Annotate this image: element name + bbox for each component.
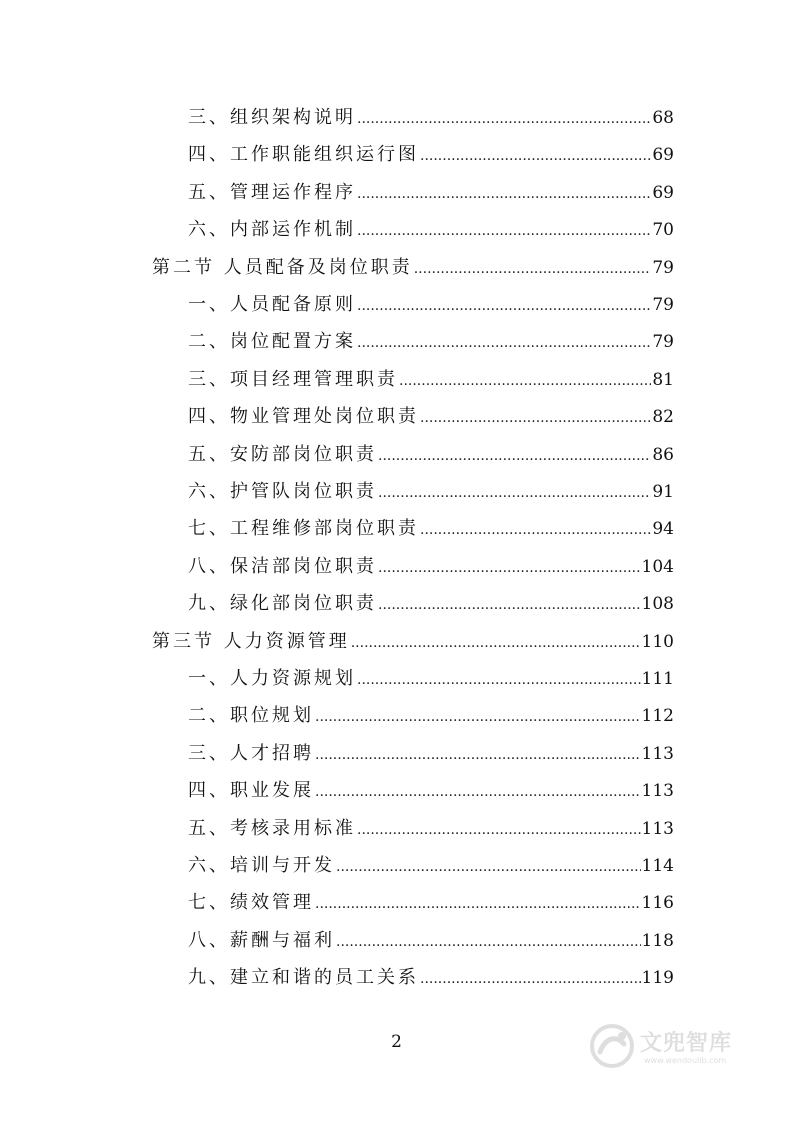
toc-entry-page: 119: [641, 968, 674, 989]
toc-dot-leader: [420, 512, 651, 547]
toc-dot-leader: [315, 774, 641, 809]
toc-entry[interactable]: [188, 363, 674, 397]
toc-dot-leader: [357, 288, 651, 323]
toc-section-entry[interactable]: [152, 625, 674, 659]
toc-entry[interactable]: [188, 325, 674, 359]
page-number: 2: [391, 1032, 402, 1052]
toc-dot-leader: [336, 924, 641, 959]
toc-entry[interactable]: [188, 886, 674, 920]
toc-entry-title: 七、工程维修部岗位职责: [188, 518, 419, 540]
toc-entry-page: 94: [652, 519, 674, 540]
toc-entry-title: 五、安防部岗位职责: [188, 443, 377, 465]
toc-dot-leader: [357, 662, 641, 697]
toc-entry-page: 69: [652, 182, 674, 203]
toc-entry-title: 二、职位规划: [188, 705, 314, 727]
toc-dot-leader: [420, 961, 641, 996]
toc-entry-page: 70: [652, 220, 674, 241]
toc-entry[interactable]: [188, 512, 674, 546]
toc-entry[interactable]: [188, 176, 674, 210]
toc-entry[interactable]: [188, 849, 674, 883]
toc-entry-page: 91: [652, 482, 674, 502]
toc-dot-leader: [420, 138, 651, 173]
watermark: [588, 1018, 758, 1074]
toc-dot-leader: [315, 886, 641, 921]
toc-entry-page: 79: [652, 257, 674, 278]
toc-entry-title: 第二节 人员配备及岗位职责: [152, 256, 413, 278]
toc-dot-leader: [378, 475, 651, 510]
toc-entry-page: 118: [641, 930, 674, 951]
toc-entry-title: 三、人才招聘: [188, 742, 314, 764]
toc-dot-leader: [378, 438, 651, 473]
watermark-brand-name: 文兜智库: [640, 1031, 733, 1056]
toc-entry-page: 69: [652, 145, 674, 166]
toc-entry-title: 一、人力资源规划: [188, 668, 356, 689]
toc-entry-title: 四、职业发展: [188, 780, 314, 802]
toc-entry-page: 110: [641, 631, 674, 652]
toc-entry-page: 81: [652, 369, 674, 390]
wendou-logo-icon: [588, 1022, 636, 1070]
toc-entry[interactable]: [188, 699, 674, 733]
toc-entry-title: 五、考核录用标准: [188, 817, 356, 839]
toc-entry-page: 111: [641, 669, 674, 689]
toc-dot-leader: [414, 251, 652, 286]
toc-entry-title: 八、薪酬与福利: [188, 929, 335, 951]
toc-dot-leader: [420, 400, 651, 435]
toc-entry-page: 68: [652, 108, 674, 128]
toc-entry-page: 79: [652, 295, 674, 315]
toc-dot-leader: [315, 737, 641, 772]
toc-dot-leader: [378, 550, 641, 585]
toc-entry-title: 九、绿化部岗位职责: [188, 593, 377, 615]
toc-entry-title: 三、项目经理管理职责: [188, 368, 398, 390]
toc-entry-page: 113: [641, 743, 674, 764]
toc-entry[interactable]: [188, 138, 674, 172]
toc-entry-page: 116: [641, 893, 674, 914]
toc-entry-title: 六、内部运作机制: [188, 219, 356, 241]
toc-entry[interactable]: [188, 400, 674, 434]
toc-dot-leader: [357, 812, 641, 847]
toc-dot-leader: [357, 325, 651, 360]
toc-entry-title: 五、管理运作程序: [188, 181, 356, 203]
toc-entry-title: 四、工作职能组织运行图: [188, 144, 419, 166]
toc-dot-leader: [315, 699, 641, 734]
toc-entry[interactable]: [188, 662, 674, 696]
toc-dot-leader: [399, 363, 651, 398]
toc-entry-title: 第三节 人力资源管理: [152, 630, 350, 652]
toc-entry-title: 九、建立和谐的员工关系: [188, 967, 419, 989]
toc-entry[interactable]: [188, 587, 674, 621]
toc-section-entry[interactable]: [152, 251, 674, 285]
toc-entry-page: 86: [652, 444, 674, 465]
toc-entry-page: 108: [641, 594, 674, 615]
toc-entry-title: 六、护管队岗位职责: [188, 481, 377, 502]
toc-dot-leader: [357, 101, 651, 136]
toc-entry-title: 六、培训与开发: [188, 855, 335, 876]
toc-dot-leader: [357, 213, 651, 248]
toc-entry-page: 113: [641, 818, 674, 839]
toc-entry-title: 八、保洁部岗位职责: [188, 555, 377, 577]
toc-entry-page: 113: [641, 781, 674, 802]
toc-entry-title: 三、组织架构说明: [188, 107, 356, 128]
toc-dot-leader: [351, 625, 641, 660]
toc-entry[interactable]: [188, 475, 674, 509]
toc-entry-page: 114: [641, 856, 674, 876]
toc-dot-leader: [357, 176, 651, 211]
toc-entry-title: 二、岗位配置方案: [188, 331, 356, 353]
watermark-url: www.wendoulib.com: [644, 1056, 727, 1065]
toc-entry[interactable]: [188, 774, 674, 808]
toc-entry[interactable]: [188, 438, 674, 472]
toc-entry-page: 82: [652, 407, 674, 428]
toc-entry[interactable]: [188, 924, 674, 958]
toc-entry[interactable]: [188, 213, 674, 247]
toc-entry[interactable]: [188, 737, 674, 771]
toc-entry[interactable]: [188, 101, 674, 135]
toc-entry-page: 112: [641, 706, 674, 727]
toc-dot-leader: [336, 849, 641, 884]
toc-dot-leader: [378, 587, 641, 622]
toc-entry-title: 七、绩效管理: [188, 892, 314, 914]
toc-entry-title: 一、人员配备原则: [188, 294, 356, 315]
toc-entry[interactable]: [188, 961, 674, 995]
toc-entry[interactable]: [188, 550, 674, 584]
toc-entry[interactable]: [188, 812, 674, 846]
toc-entry-page: 79: [652, 332, 674, 353]
toc-entry-title: 四、物业管理处岗位职责: [188, 406, 419, 428]
toc-entry-page: 104: [641, 556, 674, 577]
toc-entry[interactable]: [188, 288, 674, 322]
